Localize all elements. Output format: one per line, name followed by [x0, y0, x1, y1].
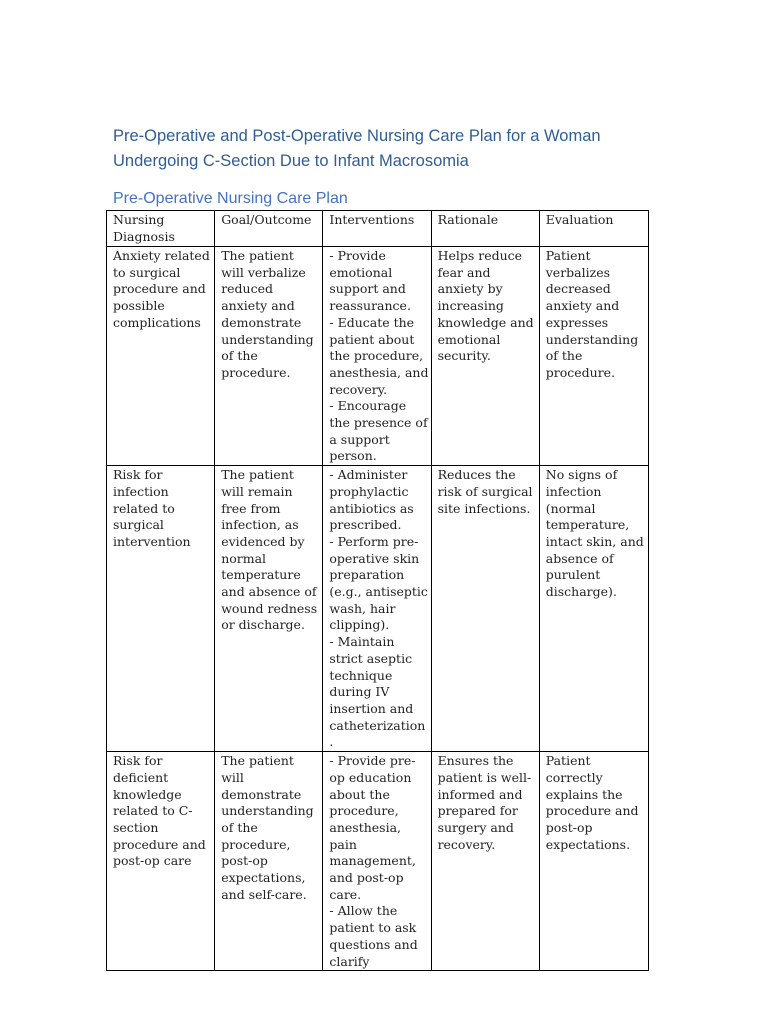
interventions-cell	[323, 752, 431, 971]
intervention-item: - Administer prophylactic antibiotics as prescribed.	[329, 467, 414, 533]
intervention-item: - Encourage the presence of a support person.	[329, 398, 428, 464]
intervention-item: - Educate the patient about the procedure, anesthesia, and recovery.	[329, 314, 429, 397]
intervention-item: - Provide emotional support and reassurance.	[329, 248, 411, 314]
care-plan-table	[106, 210, 649, 971]
diagnosis-cell: Risk for deficient knowledge related to C-section procedure and post-op care	[107, 752, 215, 971]
evaluation-cell: Patient correctly explains the procedure and post-op expectations.	[539, 752, 648, 971]
table-row	[107, 247, 649, 466]
diagnosis-cell: Anxiety related to surgical procedure and possible complications	[107, 247, 215, 466]
evaluation-cell: Patient verbalizes decreased anxiety and expresses understanding of the procedure.	[539, 247, 648, 466]
table-header-row	[107, 211, 649, 247]
header-interventions: Interventions	[323, 211, 431, 247]
rationale-cell: Reduces the risk of surgical site infections.	[431, 466, 539, 752]
intervention-item: - Allow the patient to ask questions and clarify	[329, 903, 418, 969]
table-row	[107, 752, 649, 971]
header-evaluation: Evaluation	[539, 211, 648, 247]
header-nursing-diagnosis: Nursing Diagnosis	[107, 211, 215, 247]
intervention-item: - Provide pre-op education about the procedure, anesthesia, pain management, and post-op care.	[329, 753, 416, 902]
intervention-item: - Maintain strict aseptic technique during IV insertion and catheterization.	[329, 634, 426, 750]
goal-cell: The patient will verbalize reduced anxiety and demonstrate understanding of the procedure.	[215, 247, 323, 466]
document-title	[113, 124, 673, 174]
document-title-line-1: Pre-Operative and Post-Operative Nursing Care Plan for a Woman	[113, 127, 601, 145]
evaluation-cell: No signs of infection (normal temperature, intact skin, and absence of purulent discharge).	[539, 466, 648, 752]
interventions-cell	[323, 247, 431, 466]
goal-cell: The patient will remain free from infection, as evidenced by normal temperature and absence of wound redness or discharge.	[215, 466, 323, 752]
intervention-item: - Perform pre-operative skin preparation (e.g., antiseptic wash, hair clipping).	[329, 533, 428, 633]
section-heading: Pre-Operative Nursing Care Plan	[113, 190, 348, 207]
interventions-cell	[323, 466, 431, 752]
rationale-cell: Ensures the patient is well-informed and prepared for surgery and recovery.	[431, 752, 539, 971]
header-rationale: Rationale	[431, 211, 539, 247]
rationale-cell: Helps reduce fear and anxiety by increasing knowledge and emotional security.	[431, 247, 539, 466]
table-row	[107, 466, 649, 752]
header-goal-outcome: Goal/Outcome	[215, 211, 323, 247]
document-title-line-2: Undergoing C-Section Due to Infant Macrosomia	[113, 152, 469, 170]
diagnosis-cell: Risk for infection related to surgical intervention	[107, 466, 215, 752]
goal-cell: The patient will demonstrate understanding of the procedure, post-op expectations, and self-care.	[215, 752, 323, 971]
